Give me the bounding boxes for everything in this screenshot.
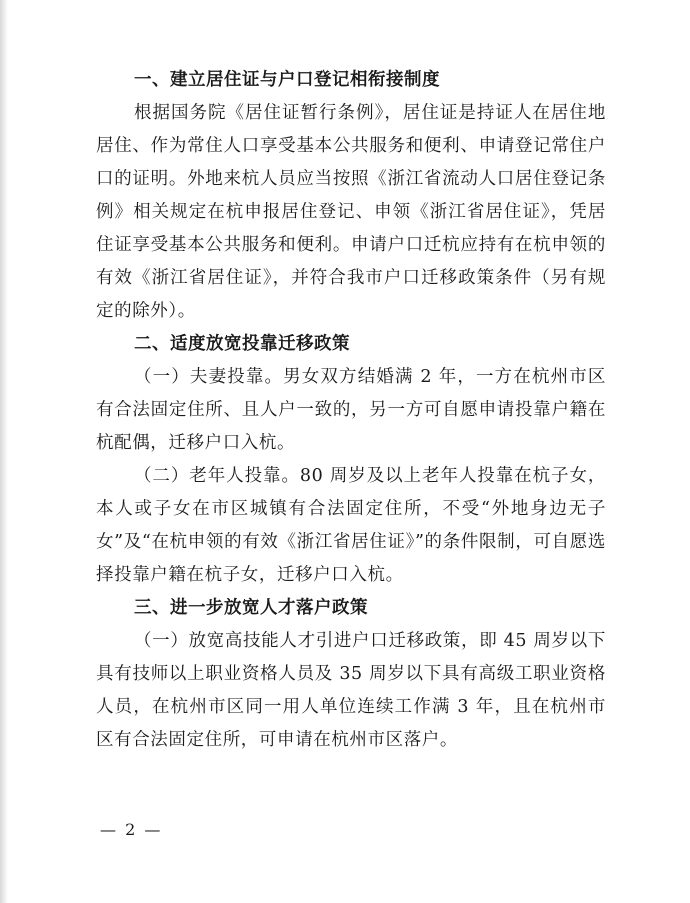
section-1-paragraph-1: 根据国务院《居住证暂行条例》，居住证是持证人在居住地居住、作为常住人口享受基本公共服务和便利、申请登记常住户口的证明。外地来杭人员应当按照《浙江省流动人口居住登记条例》相关规定在杭申报居住登记、申领《浙江省居住证》，凭居住证享受基本公共服务和便利。申请户口迁杭应持有在杭申领的有效《浙江省居住证》，并符合我市户口迁移政策条件（另有规定的除外）。 — [96, 103, 606, 321]
section-1-heading: 一、建立居住证与户口登记相衔接制度 — [134, 70, 440, 90]
document-body — [96, 64, 606, 757]
section-3-paragraph-1: （一）放宽高技能人才引进户口迁移政策，即 45 周岁以下具有技师以上职业资格人员及 35 周岁以下具有高级工职业资格人员，在杭州市区同一用人单位连续工作满 3 年，且在杭州市区有合法固定住所，可申请在杭州市区落户。 — [96, 631, 606, 750]
section-2-heading: 二、适度放宽投靠迁移政策 — [134, 334, 350, 354]
section-2-paragraph-1: （一）夫妻投靠。男女双方结婚满 2 年，一方在杭州市区有合法固定住所、且人户一致的，另一方可自愿申请投靠户籍在杭配偶，迁移户口入杭。 — [96, 367, 606, 453]
page-number: — 2 — — [100, 820, 163, 839]
section-3-heading: 三、进一步放宽人才落户政策 — [134, 598, 368, 618]
page-edge-shadow — [0, 0, 8, 903]
section-2-paragraph-2: （二）老年人投靠。80 周岁及以上老年人投靠在杭子女，本人或子女在市区城镇有合法固定住所，不受“外地身边无子女”及“在杭申领的有效《浙江省居住证》”的条件限制，可自愿选择投靠户籍在杭子女，迁移户口入杭。 — [96, 466, 606, 585]
